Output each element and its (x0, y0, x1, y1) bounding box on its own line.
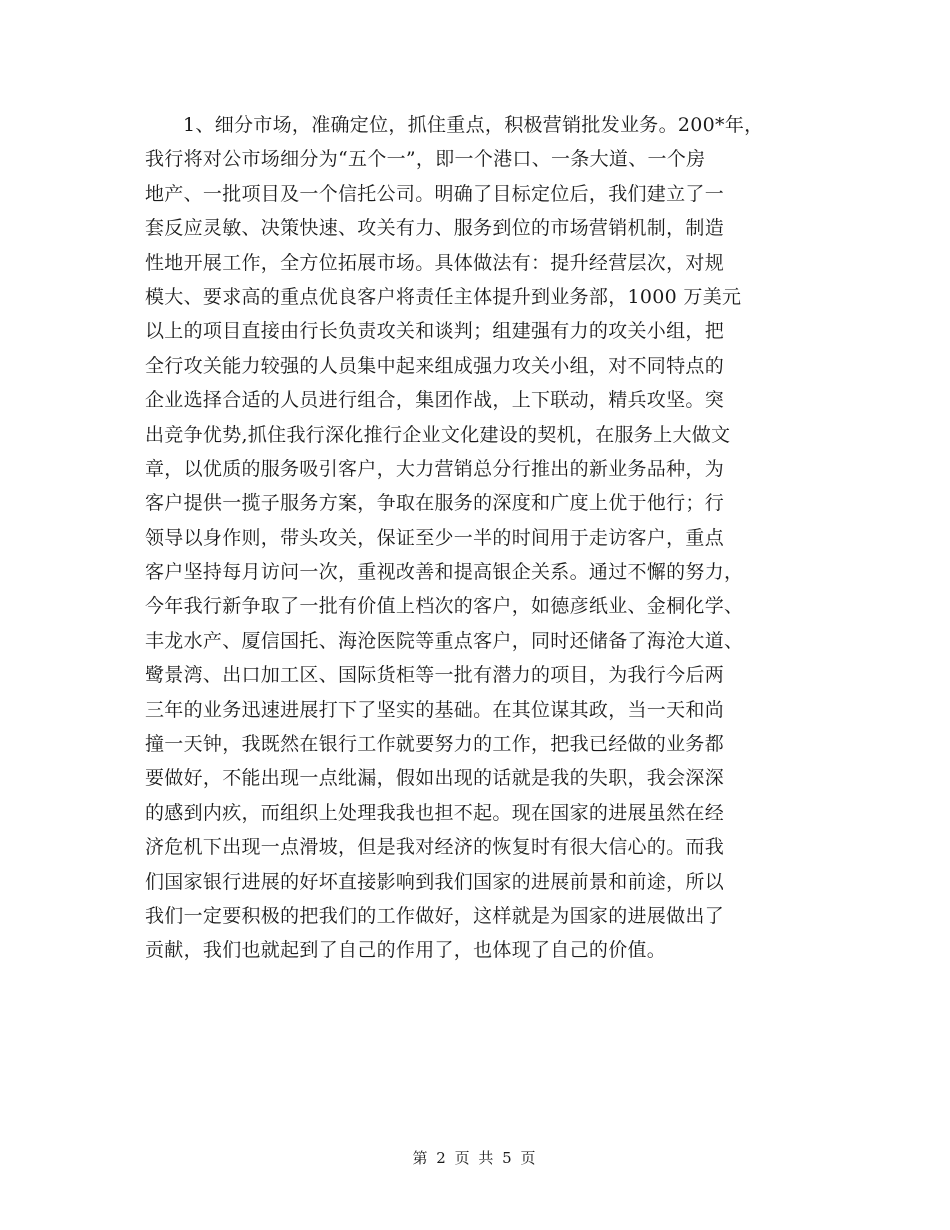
paragraph-line-1: 1、细分市场，准确定位，抓住重点，积极营销批发业务。200*年， (183, 114, 764, 136)
paragraph-line-25: 贡献，我们也就起到了自己的作用了，也体现了自己的价值。 (145, 939, 667, 962)
paragraph-line-10: 出竞争优势,抓住我行深化推行企业文化建设的契机，在服务上大做文 (145, 423, 731, 446)
paragraph-line-24: 我们一定要积极的把我们的工作做好，这样就是为国家的进展做出了 (145, 904, 725, 927)
paragraph-line-16: 丰龙水产、厦信国托、海沧医院等重点客户，同时还储备了海沧大道、 (145, 629, 744, 652)
paragraph-line-6: 模大、要求高的重点优良客户将责任主体提升到业务部，1000 万美元 (145, 285, 742, 308)
paragraph-line-15: 今年我行新争取了一批有价值上档次的客户，如德彦纸业、金桐化学、 (145, 595, 744, 618)
paragraph-line-13: 领导以身作则，带头攻关，保证至少一半的时间用于走访客户，重点 (145, 526, 725, 549)
paragraph-line-4: 套反应灵敏、决策快速、攻关有力、服务到位的市场营销机制，制造 (145, 217, 725, 240)
paragraph-line-14: 客户坚持每月访问一次，重视改善和提高银企关系。通过不懈的努力， (145, 561, 744, 584)
paragraph-line-12: 客户提供一揽子服务方案，争取在服务的深度和广度上优于他行；行 (145, 492, 725, 515)
paragraph-line-8: 全行攻关能力较强的人员集中起来组成强力攻关小组，对不同特点的 (145, 354, 725, 377)
paragraph-line-11: 章，以优质的服务吸引客户，大力营销总分行推出的新业务品种，为 (145, 457, 725, 480)
paragraph-line-7: 以上的项目直接由行长负责攻关和谈判；组建强有力的攻关小组，把 (145, 320, 725, 343)
paragraph-line-18: 三年的业务迅速进展打下了坚实的基础。在其位谋其政，当一天和尚 (145, 698, 725, 721)
paragraph-line-2: 我行将对公市场细分为“五个一”，即一个港口、一条大道、一个房 (145, 148, 706, 171)
paragraph-line-20: 要做好，不能出现一点纰漏，假如出现的话就是我的失职，我会深深 (145, 767, 725, 790)
paragraph-line-19: 撞一天钟，我既然在银行工作就要努力的工作，把我已经做的业务都 (145, 733, 725, 756)
paragraph-line-9: 企业选择合适的人员进行组合，集团作战，上下联动，精兵攻坚。突 (145, 389, 725, 412)
page-number-footer: 第 2 页 共 5 页 (412, 1149, 538, 1167)
paragraph-line-21: 的感到内疚，而组织上处理我我也担不起。现在国家的进展虽然在经 (145, 801, 725, 824)
paragraph-line-17: 鹭景湾、出口加工区、国际货柜等一批有潜力的项目，为我行今后两 (145, 664, 725, 687)
body-paragraph (145, 108, 835, 968)
paragraph-line-3: 地产、一批项目及一个信托公司。明确了目标定位后，我们建立了一 (145, 182, 725, 205)
paragraph-line-5: 性地开展工作，全方位拓展市场。具体做法有：提升经营层次，对规 (145, 251, 725, 274)
paragraph-line-22: 济危机下出现一点滑坡，但是我对经济的恢复时有很大信心的。而我 (145, 836, 725, 859)
paragraph-line-23: 们国家银行进展的好坏直接影响到我们国家的进展前景和前途，所以 (145, 870, 725, 893)
